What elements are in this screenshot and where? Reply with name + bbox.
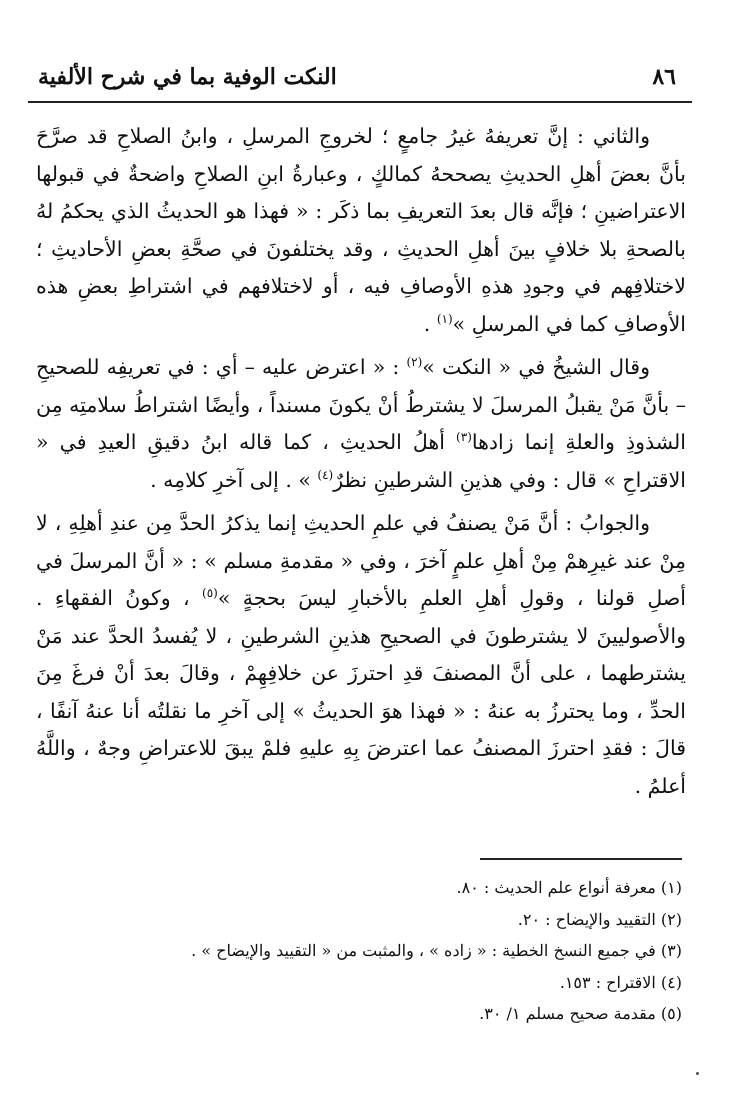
paragraph-2-part-1: وقال الشيخُ في « النكت »: [422, 355, 650, 379]
main-text: [36, 118, 686, 805]
running-title: النكت الوفية بما في شرح الألفية: [38, 64, 337, 90]
paragraph-3: [36, 505, 686, 805]
footnote-5: (٥) مقدمة صحيح مسلم ١/ ٣٠.: [479, 1004, 682, 1023]
paragraph-3-part-2: ، وكونُ الفقهاءِ . والأصوليينَ لا يشترطونَ في الصحيحِ هذينِ الشرطينِ ، لا يُفسدُ الحدَّ عند مَنْ يشترطهما ، على أنَّ المصنفَ قدِ احترزَ عن خلافِهِمْ ، وقالَ بعدَ أنْ فرغَ مِنَ الحدِّ ، وما يحترزُ به عنهُ : « فهذا هوَ الحديثُ » إلى آخرِ ما نقلتُه أنا عنهُ آنفًا ، قالَ : فقدِ احترزَ المصنفُ عما اعترضَ بِهِ عليهِ فلمْ يبقَ للاعتراضِ وجهٌ ، واللَّهُ أعلمُ .: [36, 586, 686, 798]
footnote-ref-2: (٢): [406, 355, 423, 370]
footnotes: [140, 872, 682, 1030]
paragraph-2-part-4: » . إلى آخرِ كلامِه .: [150, 467, 318, 492]
printer-mark: [696, 1072, 699, 1075]
page-header: [32, 60, 692, 100]
paragraph-2-part-2: : « اعترض عليه – أي : في تعريفِه للصحيحِ – بأنَّ مَنْ يقبلُ المرسلَ لا يشترطُ أنْ يكونَ مسنداً ، وأيضًا اشتراطُ سلامتِه مِن الشذوذِ والعلةِ إنما زادها: [36, 355, 686, 454]
footnote-2: (٢) التقييد والإيضاح : ٢٠.: [517, 909, 682, 929]
footnote-1: (١) معرفة أنواع علم الحديث : ٨٠.: [456, 878, 682, 897]
footnote-ref-3: (٣): [456, 430, 472, 445]
footnote-4: (٤) الاقتراح : ١٥٣.: [559, 972, 682, 992]
paragraph-1-text: والثاني : إنَّ تعريفهُ غيرُ جامعٍ ؛ لخروجِ المرسلِ ، وابنُ الصلاحِ قد صرَّحَ بأنَّ بعضَ أهلِ الحديثِ يصححهُ كمالكٍ ، وعبارةُ ابنِ الصلاحِ واضحةٌ في قبولها الاعتراضينِ ؛ فإنَّه قال بعدَ التعريفِ بما ذكَر : « فهذا هو الحديثُ الذي يحكمُ لهُ بالصحةِ بلا خلافٍ بينَ أهلِ الحديثِ ، وقد يختلفونَ في صحَّةِ بعضِ الأحاديثِ ؛ لاختلافِهم في وجودِ هذهِ الأوصافِ فيه ، أو لاختلافهم في اشتراطِ بعضِ هذه الأوصافِ كما في المرسلِ »: [36, 124, 686, 336]
paragraph-2-part-3: أهلُ الحديثِ ، كما قاله ابنُ دقيقِ العيدِ في « الاقتراحِ » قال : وفي هذينِ الشرطينِ نظرٌ: [36, 430, 686, 492]
footnote-3: (٣) في جميع النسخ الخطية : « زاده » ، والمثبت من « التقييد والإيضاح » .: [191, 941, 682, 960]
footnote-ref-5: (٥): [202, 586, 218, 601]
paragraph-1-end: .: [423, 311, 437, 336]
paragraph-2: [36, 349, 686, 499]
footnote-ref-4: (٤): [317, 467, 334, 482]
footnote-ref-1: (١): [436, 311, 453, 326]
footnote-divider: [480, 858, 682, 860]
page-number: ٨٦: [652, 64, 676, 90]
paragraph-3-part-1: والجوابُ : أنَّ مَنْ يصنفُ في علمِ الحديثِ إنما يذكرُ الحدَّ مِن عندِ أهلِهِ ، لا مِنْ عند غيرِهمْ مِنْ أهلِ علمٍ آخرَ ، وفي « مقدمةِ مسلم » : « أنَّ المرسلَ في أصلِ قولنا ، وقولِ أهلِ العلمِ بالأخبارِ ليسَ بحجةٍ »: [36, 511, 686, 610]
paragraph-1: [36, 118, 686, 343]
header-divider: [28, 101, 692, 103]
